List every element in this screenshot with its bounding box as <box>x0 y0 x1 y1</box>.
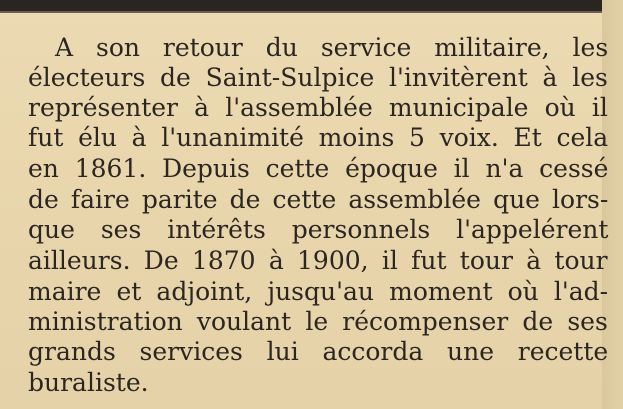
article-line-5: en 1861. Depuis cette époque il n'a cessé <box>28 154 609 183</box>
article-line-11: grands services lui accorda une recette <box>28 337 609 366</box>
article-line-6: de faire parite de cette assemblée que lors- <box>28 185 609 214</box>
article-line-12: buraliste. <box>28 368 149 397</box>
article-line-9: maire et adjoint, jusqu'au moment où l'ad- <box>28 277 609 306</box>
article-line-4: fut élu à l'unanimité moins 5 voix. Et cela <box>28 123 609 152</box>
article-line-2: électeurs de Saint-Sulpice l'invitèrent à les <box>28 63 608 92</box>
article-line-3: représenter à l'assemblée municipale où il <box>28 93 608 122</box>
article-line-1: A son retour du service militaire, les <box>55 33 609 62</box>
article-line-7: que ses intérêts personnels l'appelérent <box>28 215 609 244</box>
article-line-10: ministration voulant le récompenser de ses <box>28 307 608 336</box>
article-line-8: ailleurs. De 1870 à 1900, il fut tour à tour <box>28 246 608 275</box>
